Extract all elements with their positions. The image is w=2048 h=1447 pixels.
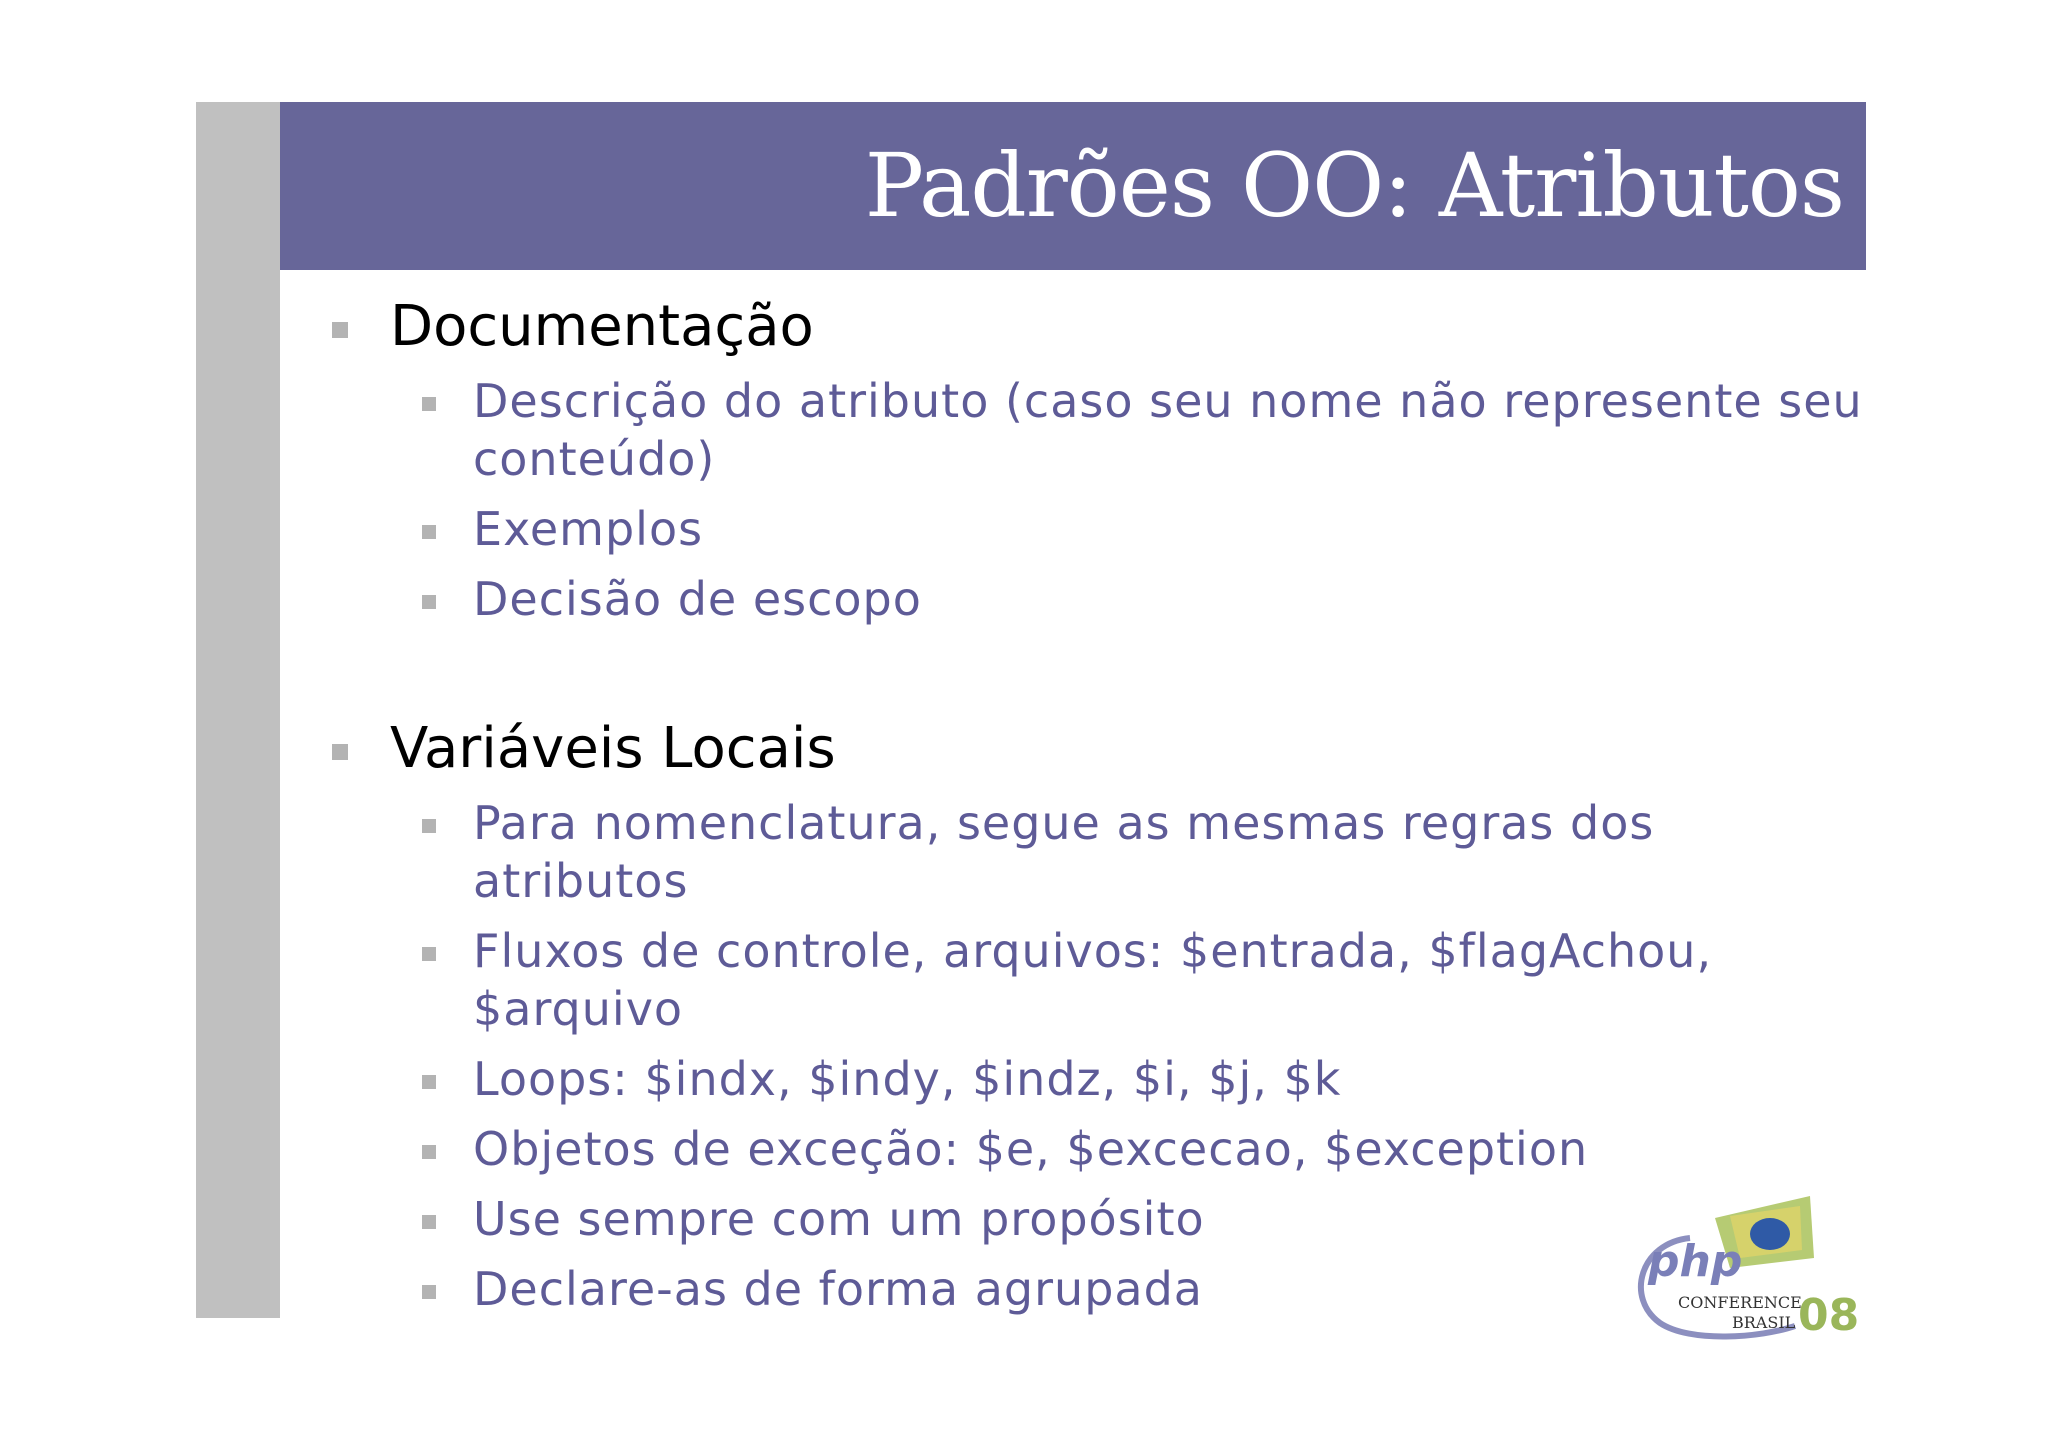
title-bar <box>280 102 1866 270</box>
sub-bullet-text: Use sempre com um propósito <box>473 1192 1205 1246</box>
bullet-heading <box>330 712 1870 786</box>
square-bullet-icon <box>422 819 436 833</box>
sub-bullet <box>330 372 1870 488</box>
logo-brasil-text: BRASIL <box>1732 1313 1796 1332</box>
sub-bullet-text: Loops: $indx, $indy, $indz, $i, $j, $k <box>473 1052 1342 1106</box>
sub-bullet-text: Decisão de escopo <box>473 572 922 626</box>
square-bullet-icon <box>422 1285 436 1299</box>
square-bullet-icon <box>422 1215 436 1229</box>
sub-bullet-list <box>330 372 1870 628</box>
heading-text: Documentação <box>390 294 814 359</box>
sub-bullet-text: Descrição do atributo (caso seu nome não represente seu conteúdo) <box>473 374 1863 486</box>
sub-bullet <box>330 794 1870 910</box>
php-conference-brasil-logo <box>1620 1188 1880 1348</box>
square-bullet-icon <box>422 397 436 411</box>
sub-bullet <box>330 922 1870 1038</box>
square-bullet-icon <box>422 1145 436 1159</box>
sub-bullet <box>330 570 1870 628</box>
sub-bullet <box>330 1050 1870 1108</box>
square-bullet-icon <box>332 322 348 338</box>
slide-title: Padrões OO: Atributos <box>864 134 1844 237</box>
square-bullet-icon <box>422 947 436 961</box>
slide-content <box>330 290 1870 1318</box>
square-bullet-icon <box>332 744 348 760</box>
sub-bullet-text: Para nomenclatura, segue as mesmas regras dos atributos <box>473 796 1655 908</box>
heading-text: Variáveis Locais <box>390 716 836 781</box>
sub-bullet <box>330 500 1870 558</box>
side-bar <box>196 102 280 1318</box>
square-bullet-icon <box>422 525 436 539</box>
square-bullet-icon <box>422 595 436 609</box>
square-bullet-icon <box>422 1075 436 1089</box>
sub-bullet <box>330 1120 1870 1178</box>
section-documentacao <box>330 290 1870 628</box>
sub-bullet-text: Declare-as de forma agrupada <box>473 1262 1203 1316</box>
sub-bullet-text: Fluxos de controle, arquivos: $entrada, $flagAchou, $arquivo <box>473 924 1713 1036</box>
logo-php-text: php <box>1648 1236 1743 1287</box>
sub-bullet-text: Objetos de exceção: $e, $excecao, $exception <box>473 1122 1589 1176</box>
logo-conference-text: CONFERENCE <box>1678 1293 1802 1312</box>
bullet-heading <box>330 290 1870 364</box>
logo-year-text: 08 <box>1798 1290 1860 1341</box>
sub-bullet-text: Exemplos <box>473 502 704 556</box>
